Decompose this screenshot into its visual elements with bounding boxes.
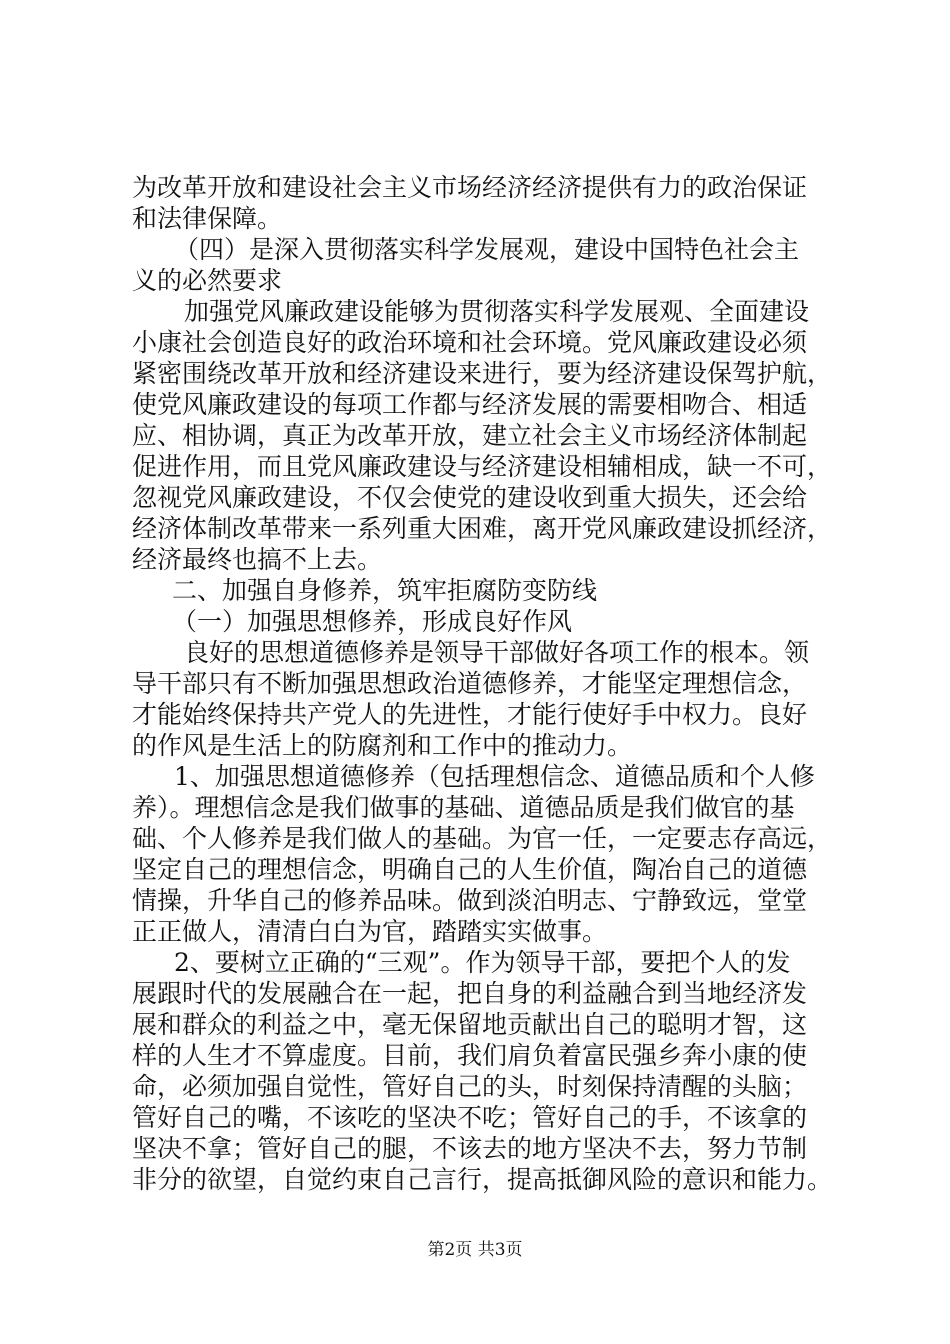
text-line: 应、相协调，真正为改革开放，建立社会主义市场经济体制起 [132,421,808,450]
text-line: 正正做人，清清白白为官，踏踏实实做事。 [132,917,608,946]
text-line: （一）加强思想修养，形成良好作风 [172,607,573,636]
text-line: 忽视党风廉政建设，不仅会使党的建设收到重大损失，还会给 [132,483,808,512]
text-line: 情操，升华自己的修养品味。做到淡泊明志、宁静致远，堂堂 [132,886,808,915]
text-line: 义的必然要求 [132,266,283,295]
page-footer: 第2页 共3页 [427,1240,523,1260]
text-line: 和法律保障。 [132,204,283,233]
text-line: 紧密围绕改革开放和经济建设来进行，要为经济建设保驾护航， [132,359,833,388]
text-line: 的作风是生活上的防腐剂和工作中的推动力。 [132,731,633,760]
text-line: 经济最终也搞不上去。 [132,545,383,574]
text-line: 使党风廉政建设的每项工作都与经济发展的需要相吻合、相适 [132,390,808,419]
text-line: 导干部只有不断加强思想政治道德修养，才能坚定理想信念， [132,669,808,698]
text-line: 促进作用，而且党风廉政建设与经济建设相辅相成，缺一不可， [132,452,833,481]
text-line: 为改革开放和建设社会主义市场经济经济提供有力的政治保证 [132,173,808,202]
text-line: 才能始终保持共产党人的先进性，才能行使好手中权力。良好 [132,700,808,729]
text-line: 2、要树立正确的“三观”。作为领导干部，要把个人的发 [174,948,791,977]
text-line: 二、加强自身修养，筑牢拒腐防变防线 [172,576,598,605]
text-line: 命，必须加强自觉性，管好自己的头，时刻保持清醒的头脑； [132,1072,808,1101]
text-line: 良好的思想道德修养是领导干部做好各项工作的根本。领 [184,638,810,667]
text-line: 展跟时代的发展融合在一起，把自身的利益融合到当地经济发 [132,979,808,1008]
text-line: 管好自己的嘴，不该吃的坚决不吃；管好自己的手，不该拿的 [132,1103,808,1132]
text-line: 养）。理想信念是我们做事的基础、道德品质是我们做官的基 [132,793,795,822]
text-line: 础、个人修养是我们做人的基础。为官一任，一定要志存高远， [132,824,833,853]
text-line: 非分的欲望，自觉约束自己言行，提高抵御风险的意识和能力。 [132,1165,833,1194]
text-line: 经济体制改革带来一系列重大困难，离开党风廉政建设抓经济， [132,514,833,543]
text-line: 样的人生才不算虚度。目前，我们肩负着富民强乡奔小康的使 [132,1041,808,1070]
text-line: 小康社会创造良好的政治环境和社会环境。党风廉政建设必须 [132,328,808,357]
document-body [132,172,840,1195]
text-line: 坚决不拿；管好自己的腿，不该去的地方坚决不去，努力节制 [132,1134,808,1163]
text-line: （四）是深入贯彻落实科学发展观，建设中国特色社会主 [174,235,800,264]
text-line: 加强党风廉政建设能够为贯彻落实科学发展观、全面建设 [184,297,810,326]
text-line: 1、加强思想道德修养（包括理想信念、道德品质和个人修 [174,762,815,791]
text-line: 坚定自己的理想信念，明确自己的人生价值，陶冶自己的道德 [132,855,808,884]
text-line: 展和群众的利益之中，毫无保留地贡献出自己的聪明才智，这 [132,1010,808,1039]
